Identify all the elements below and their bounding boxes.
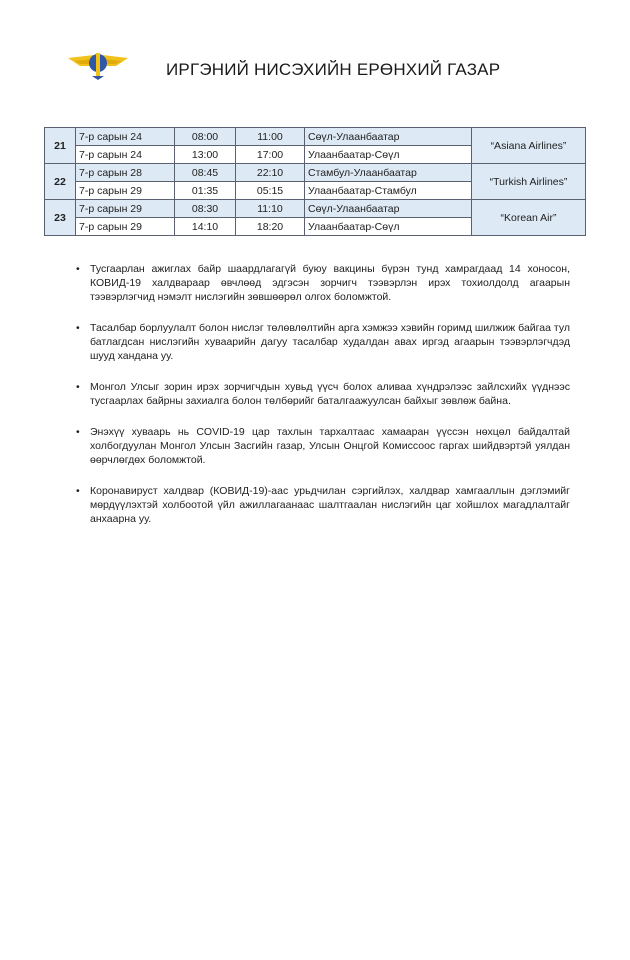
airline-cell: “Asiana Airlines” — [472, 128, 586, 164]
date-cell: 7-р сарын 28 — [76, 164, 175, 182]
arrival-time-cell: 05:15 — [236, 182, 305, 200]
note-text: Тасалбар борлуулалт болон нислэг төлөвлөлтийн арга хэмжээ хэвийн горимд шилжиж байгаа тул батлагдсан нислэгийн хуваарийн дагуу тасалбар худалдан авах иргэд агаарын тээвэрлэгчдэд шууд хандана уу. — [90, 322, 570, 362]
note-item — [76, 484, 570, 526]
flight-number-cell: 23 — [45, 200, 76, 236]
note-text: Монгол Улсыг зорин ирэх зорчигчдын хувьд үүсч болох аливаа хүндрэлээс зайлсхийх үүднээс тусгаарлах байрны захиалга болон төлбөрийг баталгаажуулсан байхыг зөвлөж байна. — [90, 381, 570, 407]
departure-time-cell: 13:00 — [175, 146, 236, 164]
date-cell: 7-р сарын 24 — [76, 128, 175, 146]
bullet-icon: • — [76, 426, 80, 438]
route-cell: Улаанбаатар-Сөүл — [305, 218, 472, 236]
route-cell: Сөүл-Улаанбаатар — [305, 200, 472, 218]
note-text: Энэхүү хуваарь нь COVID-19 цар тахлын тархалтаас хамааран үүссэн нөхцөл байдалтай холбогдуулан Монгол Улсын Засгийн газар, Улсын Онцгой Комиссоос гаргах шийдвэртэй уялдан өөрчлөгдөх боломжтой. — [90, 426, 570, 466]
note-item — [76, 262, 570, 304]
agency-title: ИРГЭНИЙ НИСЭХИЙН ЕРӨНХИЙ ГАЗАР — [166, 60, 501, 79]
note-item — [76, 380, 570, 408]
route-cell: Улаанбаатар-Сөүл — [305, 146, 472, 164]
departure-time-cell: 14:10 — [175, 218, 236, 236]
flight-number-cell: 21 — [45, 128, 76, 164]
date-cell: 7-р сарын 29 — [76, 182, 175, 200]
route-cell: Улаанбаатар-Стамбул — [305, 182, 472, 200]
date-cell: 7-р сарын 24 — [76, 146, 175, 164]
note-item — [76, 321, 570, 363]
table-row — [45, 164, 586, 182]
date-cell: 7-р сарын 29 — [76, 218, 175, 236]
arrival-time-cell: 18:20 — [236, 218, 305, 236]
airline-cell: “Korean Air” — [472, 200, 586, 236]
departure-time-cell: 08:00 — [175, 128, 236, 146]
notes-list — [76, 262, 570, 543]
departure-time-cell: 08:30 — [175, 200, 236, 218]
departure-time-cell: 08:45 — [175, 164, 236, 182]
note-item — [76, 425, 570, 467]
airline-cell: “Turkish Airlines” — [472, 164, 586, 200]
bullet-icon: • — [76, 381, 80, 393]
route-cell: Стамбул-Улаанбаатар — [305, 164, 472, 182]
table-row — [45, 128, 586, 146]
bullet-icon: • — [76, 485, 80, 497]
flight-schedule-table — [44, 127, 586, 236]
bullet-icon: • — [76, 263, 80, 275]
arrival-time-cell: 17:00 — [236, 146, 305, 164]
note-text: Коронавируст халдвар (КОВИД-19)-аас урьдчилан сэргийлэх, халдвар хамгааллын дэглэмийг мөрдүүлэхтэй холбоотой үйл ажиллагаанаас шалтгаалан нислэгийн цаг хойшлох магадлалтайг анхаарна уу. — [90, 485, 570, 525]
date-cell: 7-р сарын 29 — [76, 200, 175, 218]
page-header — [0, 0, 630, 100]
caa-wings-emblem-icon — [66, 48, 130, 80]
route-cell: Сөүл-Улаанбаатар — [305, 128, 472, 146]
bullet-icon: • — [76, 322, 80, 334]
arrival-time-cell: 22:10 — [236, 164, 305, 182]
arrival-time-cell: 11:10 — [236, 200, 305, 218]
flight-number-cell: 22 — [45, 164, 76, 200]
arrival-time-cell: 11:00 — [236, 128, 305, 146]
departure-time-cell: 01:35 — [175, 182, 236, 200]
note-text: Тусгаарлан ажиглах байр шаардлагагүй буюу вакцины бүрэн тунд хамрагдаад 14 хоносон, КОВИД-19 халдвараар өвчлөөд эдгэсэн зорчигч тээвэрлэн ирэх тохиолдолд агаарын тээвэрлэгчид нэмэлт нислэгийн зөвшөөрөл олгох боломжтой. — [90, 263, 570, 303]
table-row — [45, 200, 586, 218]
